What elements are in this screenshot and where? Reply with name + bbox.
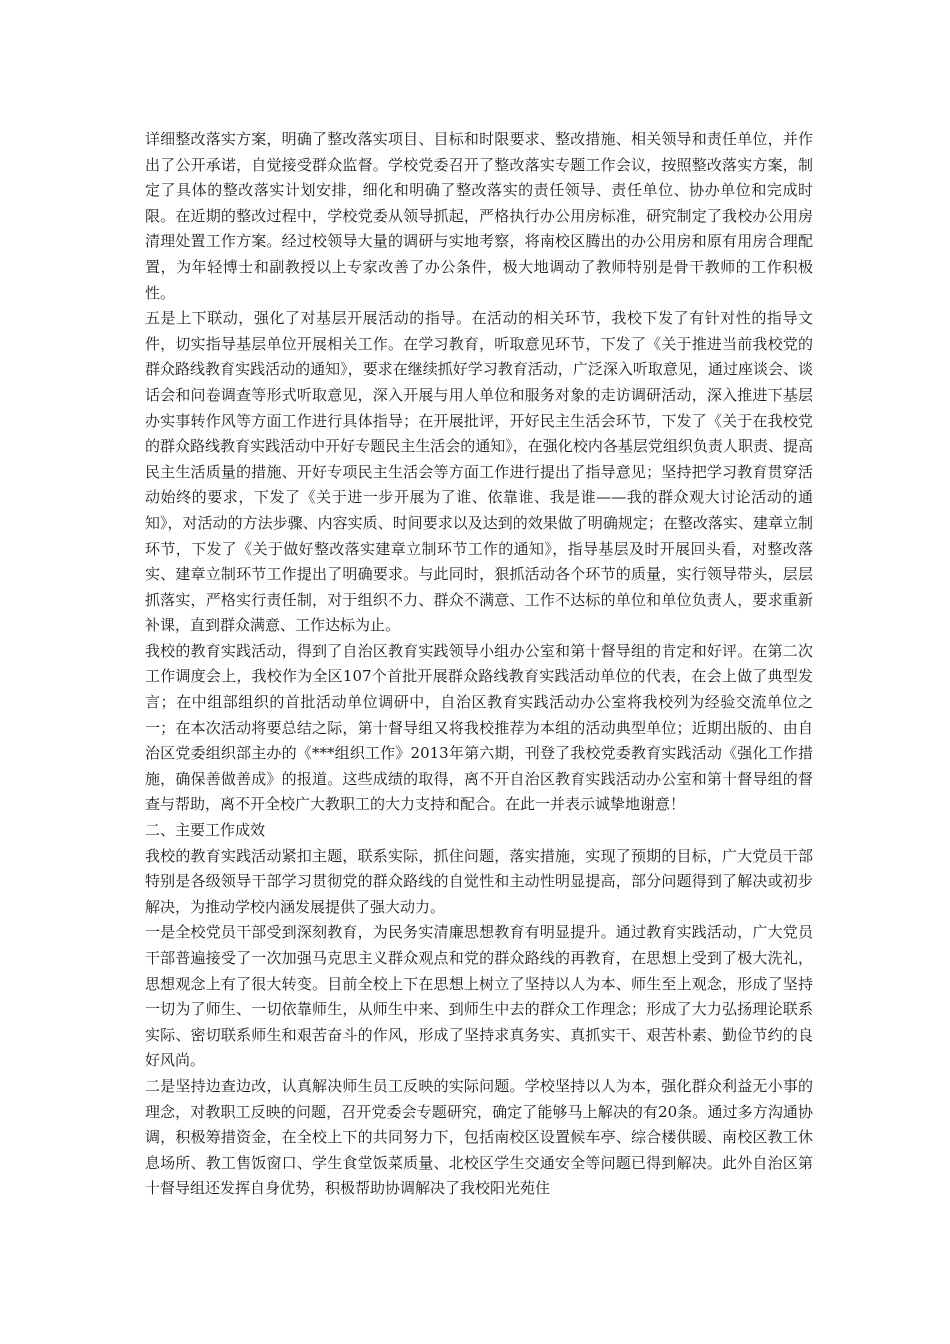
paragraph-point-two: 二是坚持边查边改，认真解决师生员工反映的实际问题。学校坚持以人为本，强化群众利益无小事的理念，对教职工反映的问题，召开党委会专题研究，确定了能够马上解决的有20条。通过多方沟通协调，积极筹措资金，在全校上下的共同努力下，包括南校区设置候车亭、综合楼供暖、南校区教工休息场所、教工售饭窗口、学生食堂饭菜质量、北校区学生交通安全等问题已得到解决。此外自治区第十督导组还发挥自身优势，积极帮助协调解决了我校阳光苑住 (145, 1076, 813, 1198)
document-body (145, 127, 813, 1202)
paragraph-recognition: 我校的教育实践活动，得到了自治区教育实践领导小组办公室和第十督导组的肯定和好评。在第二次工作调度会上，我校作为全区107个首批开展群众路线教育实践活动单位的代表，在会上做了典型发言；在中组部组织的首批活动单位调研中，自治区教育实践活动办公室将我校列为经验交流单位之一；在本次活动将要总结之际，第十督导组又将我校推荐为本组的活动典型单位；近期出版的、由自治区党委组织部主办的《***组织工作》2013年第六期，刊登了我校党委教育实践活动《强化工作措施，确保善做善成》的报道。这些成绩的取得，离不开自治区教育实践活动办公室和第十督导组的督查与帮助，离不开全校广大教职工的大力支持和配合。在此一并表示诚挚地谢意！ (145, 641, 813, 814)
paragraph-rectification: 详细整改落实方案，明确了整改落实项目、目标和时限要求、整改措施、相关领导和责任单位，并作出了公开承诺，自觉接受群众监督。学校党委召开了整改落实专题工作会议，按照整改落实方案，制定了具体的整改落实计划安排，细化和明确了整改落实的责任领导、责任单位、协办单位和完成时限。在近期的整改过程中，学校党委从领导抓起，严格执行办公用房标准，研究制定了我校办公用房清理处置工作方案。经过校领导大量的调研与实地考察，将南校区腾出的办公用房和原有用房合理配置，为年轻博士和副教授以上专家改善了办公条件，极大地调动了教师特别是骨干教师的工作积极性。 (145, 130, 813, 302)
section-heading: 二、主要工作成效 (145, 821, 266, 840)
paragraph-point-one: 一是全校党员干部受到深刻教育，为民务实清廉思想教育有明显提升。通过教育实践活动，广大党员干部普遍接受了一次加强马克思主义群众观点和党的群众路线的再教育，在思想上受到了极大洗礼，思想观念上有了很大转变。目前全校上下在思想上树立了坚持以人为本、师生至上观念，形成了坚持一切为了师生、一切依靠师生，从师生中来、到师生中去的群众工作理念；形成了大力弘扬理论联系实际、密切联系师生和艰苦奋斗的作风，形成了坚持求真务实、真抓实干、艰苦朴素、勤俭节约的良好风尚。 (145, 923, 813, 1070)
paragraph-point-five: 五是上下联动，强化了对基层开展活动的指导。在活动的相关环节，我校下发了有针对性的指导文件，切实指导基层单位开展相关工作。在学习教育，听取意见环节，下发了《关于推进当前我校党的群众路线教育实践活动的通知》，要求在继续抓好学习教育活动，广泛深入听取意见，通过座谈会、谈话会和问卷调查等形式听取意见，深入开展与用人单位和服务对象的走访调研活动，深入推进下基层办实事转作风等方面工作进行具体指导；在开展批评，开好民主生活会环节，下发了《关于在我校党的群众路线教育实践活动中开好专题民主生活会的通知》，在强化校内各基层党组织负责人职责、提高民主生活质量的措施、开好专项民主生活会等方面工作进行提出了指导意见；坚持把学习教育贯穿活动始终的要求，下发了《关于进一步开展为了谁、依靠谁、我是谁——我的群众观大讨论活动的通知》，对活动的方法步骤、内容实质、时间要求以及达到的效果做了明确规定；在整改落实、建章立制环节，下发了《关于做好整改落实建章立制环节工作的通知》，指导基层及时开展回头看，对整改落实、建章立制环节工作提出了明确要求。与此同时，狠抓活动各个环节的质量，实行领导带头，层层抓落实，严格实行责任制，对于组织不力、群众不满意、工作不达标的单位和单位负责人，要求重新补课，直到群众满意、工作达标为止。 (145, 309, 813, 635)
paragraph-achievements-intro: 我校的教育实践活动紧扣主题，联系实际，抓住问题，落实措施，实现了预期的目标，广大党员干部特别是各级领导干部学习贯彻党的群众路线的自觉性和主动性明显提高，部分问题得到了解决或初步解决，为推动学校内涵发展提供了强大动力。 (145, 846, 813, 916)
